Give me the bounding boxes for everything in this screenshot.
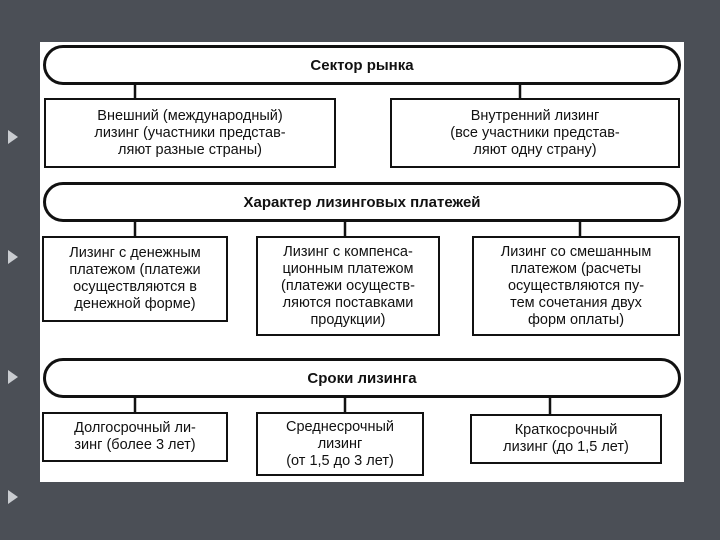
category-text: Среднесрочный лизинг (от 1,5 до 3 лет) xyxy=(286,418,394,469)
slide-bullet-arrow-icon xyxy=(8,490,18,504)
category-box-short-term xyxy=(470,414,662,464)
slide-bullet-arrow-icon xyxy=(8,130,18,144)
diagram-panel xyxy=(40,42,684,482)
category-box-long-term xyxy=(42,412,228,462)
section-header-market-sector xyxy=(43,45,681,85)
category-text: Лизинг с денежным платежом (платежи осуществляются в денежной форме) xyxy=(69,245,201,312)
slide-bullet-arrow-icon xyxy=(8,250,18,264)
category-box-external-leasing xyxy=(44,98,336,168)
category-box-internal-leasing xyxy=(390,98,680,168)
category-text: Долгосрочный ли- зинг (более 3 лет) xyxy=(74,420,196,453)
category-box-mixed-payment xyxy=(472,236,680,336)
category-box-cash-payment xyxy=(42,236,228,322)
slide-bullet-arrow-icon xyxy=(8,370,18,384)
category-box-compensation-payment xyxy=(256,236,440,336)
category-text: Лизинг со смешанным платежом (расчеты осуществляются пу- тем сочетания двух форм оплаты) xyxy=(500,243,652,328)
category-text: Краткосрочный лизинг (до 1,5 лет) xyxy=(503,422,629,455)
category-text: Внешний (международный) лизинг (участники представ- ляют разные страны) xyxy=(94,107,286,158)
section-title: Сроки лизинга xyxy=(307,369,417,387)
section-header-payment-type xyxy=(43,182,681,222)
section-title: Характер лизинговых платежей xyxy=(243,193,481,211)
category-text: Лизинг с компенса- ционным платежом (платежи осуществ- ляются поставками продукции) xyxy=(281,243,415,328)
section-title: Сектор рынка xyxy=(310,56,414,74)
section-header-leasing-terms xyxy=(43,358,681,398)
category-text: Внутренний лизинг (все участники представ- ляют одну страну) xyxy=(450,107,620,158)
category-box-medium-term xyxy=(256,412,424,476)
